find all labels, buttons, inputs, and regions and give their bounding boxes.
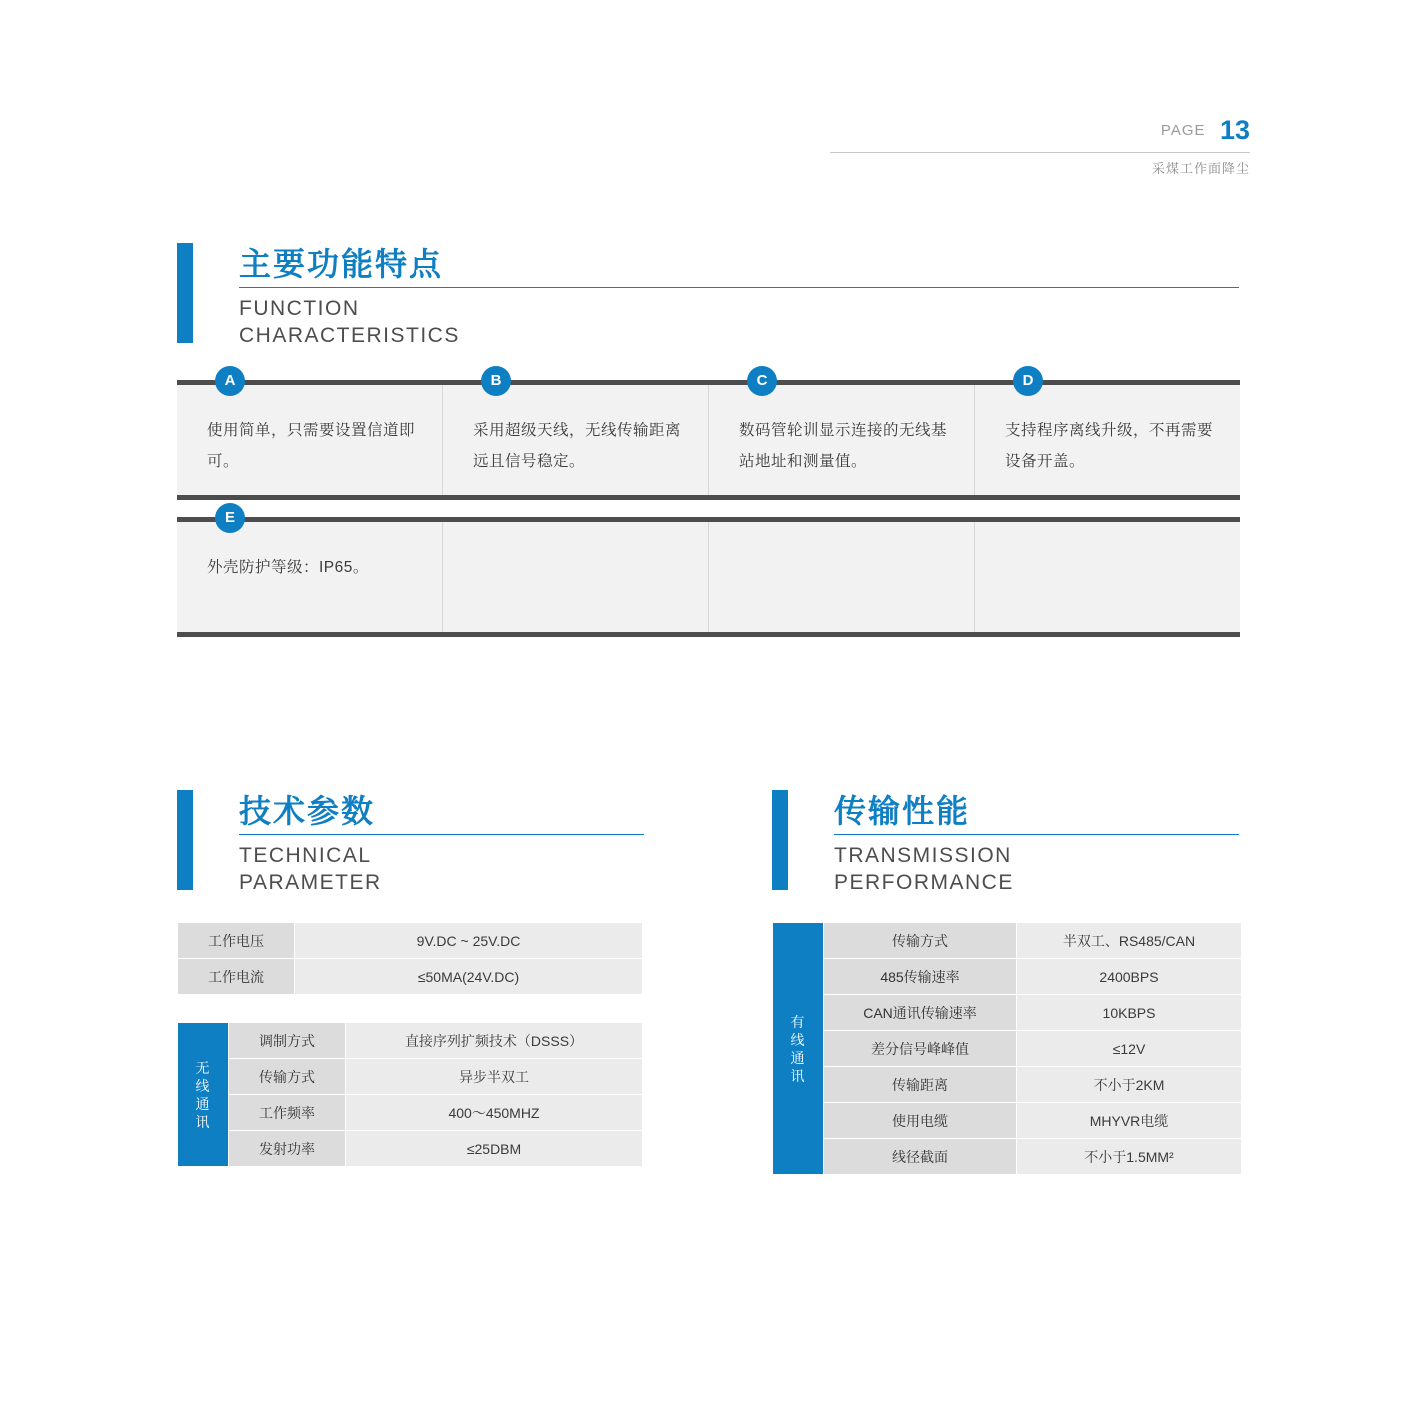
wireless-value-1: 直接序列扩频技术（DSSS） <box>346 1023 643 1059</box>
feature-cell-empty-1 <box>442 522 708 632</box>
feature-cell-empty-2 <box>708 522 974 632</box>
wired-key-7: 线径截面 <box>824 1139 1017 1175</box>
feature-text-b: 采用超级天线，无线传输距离远且信号稳定。 <box>473 422 682 470</box>
section-title-cn: 主要功能特点 <box>239 246 444 282</box>
wireless-key-3: 工作频率 <box>229 1095 346 1131</box>
wireless-key-2: 传输方式 <box>229 1059 346 1095</box>
feature-badge-c: C <box>747 366 777 396</box>
power-spec-table <box>177 922 643 995</box>
feature-cell-e <box>177 509 442 632</box>
page-header <box>830 115 1250 146</box>
section-accent-bar <box>772 790 788 890</box>
feature-text-d: 支持程序离线升级，不再需要设备开盖。 <box>1005 422 1214 470</box>
section-title-en-line1: FUNCTION <box>239 297 360 320</box>
function-characteristics-panel <box>177 372 1240 637</box>
wired-key-1: 传输方式 <box>824 923 1017 959</box>
section-title-en-line2: PERFORMANCE <box>834 871 1014 894</box>
section-title-technical-parameter <box>177 790 647 894</box>
power-key-1: 工作电压 <box>178 923 295 959</box>
wireless-value-4: ≤25DBM <box>346 1131 643 1167</box>
wired-key-6: 使用电缆 <box>824 1103 1017 1139</box>
wired-key-5: 传输距离 <box>824 1067 1017 1103</box>
wired-value-3: 10KBPS <box>1017 995 1242 1031</box>
table-row <box>773 1031 1242 1067</box>
power-value-2: ≤50MA(24V.DC) <box>295 959 643 995</box>
table-row <box>773 959 1242 995</box>
feature-badge-d: D <box>1013 366 1043 396</box>
feature-cell-b <box>442 372 708 495</box>
feature-cell-c <box>708 372 974 495</box>
power-value-1: 9V.DC ~ 25V.DC <box>295 923 643 959</box>
feature-badge-e: E <box>215 503 245 533</box>
table-row <box>178 1095 643 1131</box>
wireless-section-label <box>178 1023 229 1167</box>
wireless-spec-table <box>177 1022 643 1167</box>
section-title-function-characteristics <box>177 243 1240 347</box>
wireless-section-label-text: 无线通讯 <box>195 1059 211 1130</box>
table-row <box>773 1139 1242 1175</box>
section-title-underline <box>239 834 644 835</box>
wired-key-4: 差分信号峰峰值 <box>824 1031 1017 1067</box>
feature-text-c: 数码管轮训显示连接的无线基站地址和测量值。 <box>739 422 948 470</box>
table-row <box>178 1131 643 1167</box>
feature-row <box>177 509 1240 637</box>
feature-cell-empty-3 <box>974 522 1240 632</box>
wired-spec-table <box>772 922 1242 1175</box>
page-label: PAGE <box>1160 122 1206 139</box>
section-title-en-line2: CHARACTERISTICS <box>239 324 460 347</box>
table-row <box>773 1067 1242 1103</box>
power-key-2: 工作电流 <box>178 959 295 995</box>
wireless-value-3: 400～450MHZ <box>346 1095 643 1131</box>
section-title-cn: 传输性能 <box>834 793 971 829</box>
feature-badge-a: A <box>215 366 245 396</box>
wired-value-5: 不小于2KM <box>1017 1067 1242 1103</box>
wireless-value-2: 异步半双工 <box>346 1059 643 1095</box>
section-title-underline <box>834 834 1239 835</box>
feature-cell-a <box>177 372 442 495</box>
wired-value-1: 半双工、RS485/CAN <box>1017 923 1242 959</box>
feature-badge-b: B <box>481 366 511 396</box>
table-row <box>178 1059 643 1095</box>
wireless-key-1: 调制方式 <box>229 1023 346 1059</box>
table-row <box>773 923 1242 959</box>
section-title-cn: 技术参数 <box>239 793 376 829</box>
section-accent-bar <box>177 790 193 890</box>
wired-value-2: 2400BPS <box>1017 959 1242 995</box>
section-title-en-line1: TRANSMISSION <box>834 844 1012 867</box>
table-row <box>178 959 643 995</box>
wired-value-7: 不小于1.5MM² <box>1017 1139 1242 1175</box>
feature-text-a: 使用简单，只需要设置信道即可。 <box>207 422 416 470</box>
wired-key-3: CAN通讯传输速率 <box>824 995 1017 1031</box>
wired-value-4: ≤12V <box>1017 1031 1242 1067</box>
page-number: 13 <box>1219 115 1250 145</box>
feature-text-e: 外壳防护等级：IP65。 <box>207 559 369 576</box>
feature-row <box>177 372 1240 500</box>
wired-section-label <box>773 923 824 1175</box>
header-divider <box>830 152 1250 153</box>
wired-key-2: 485传输速率 <box>824 959 1017 995</box>
wired-section-label-text: 有线通讯 <box>790 1013 806 1084</box>
wired-value-6: MHYVR电缆 <box>1017 1103 1242 1139</box>
wireless-key-4: 发射功率 <box>229 1131 346 1167</box>
section-title-transmission-performance <box>772 790 1242 894</box>
section-title-underline <box>239 287 1239 288</box>
section-title-en-line1: TECHNICAL <box>239 844 372 867</box>
table-row <box>773 995 1242 1031</box>
section-accent-bar <box>177 243 193 343</box>
feature-cell-d <box>974 372 1240 495</box>
section-title-en-line2: PARAMETER <box>239 871 382 894</box>
table-row <box>773 1103 1242 1139</box>
header-subtitle: 采煤工作面降尘 <box>1151 161 1250 176</box>
table-row <box>178 923 643 959</box>
table-row <box>178 1023 643 1059</box>
